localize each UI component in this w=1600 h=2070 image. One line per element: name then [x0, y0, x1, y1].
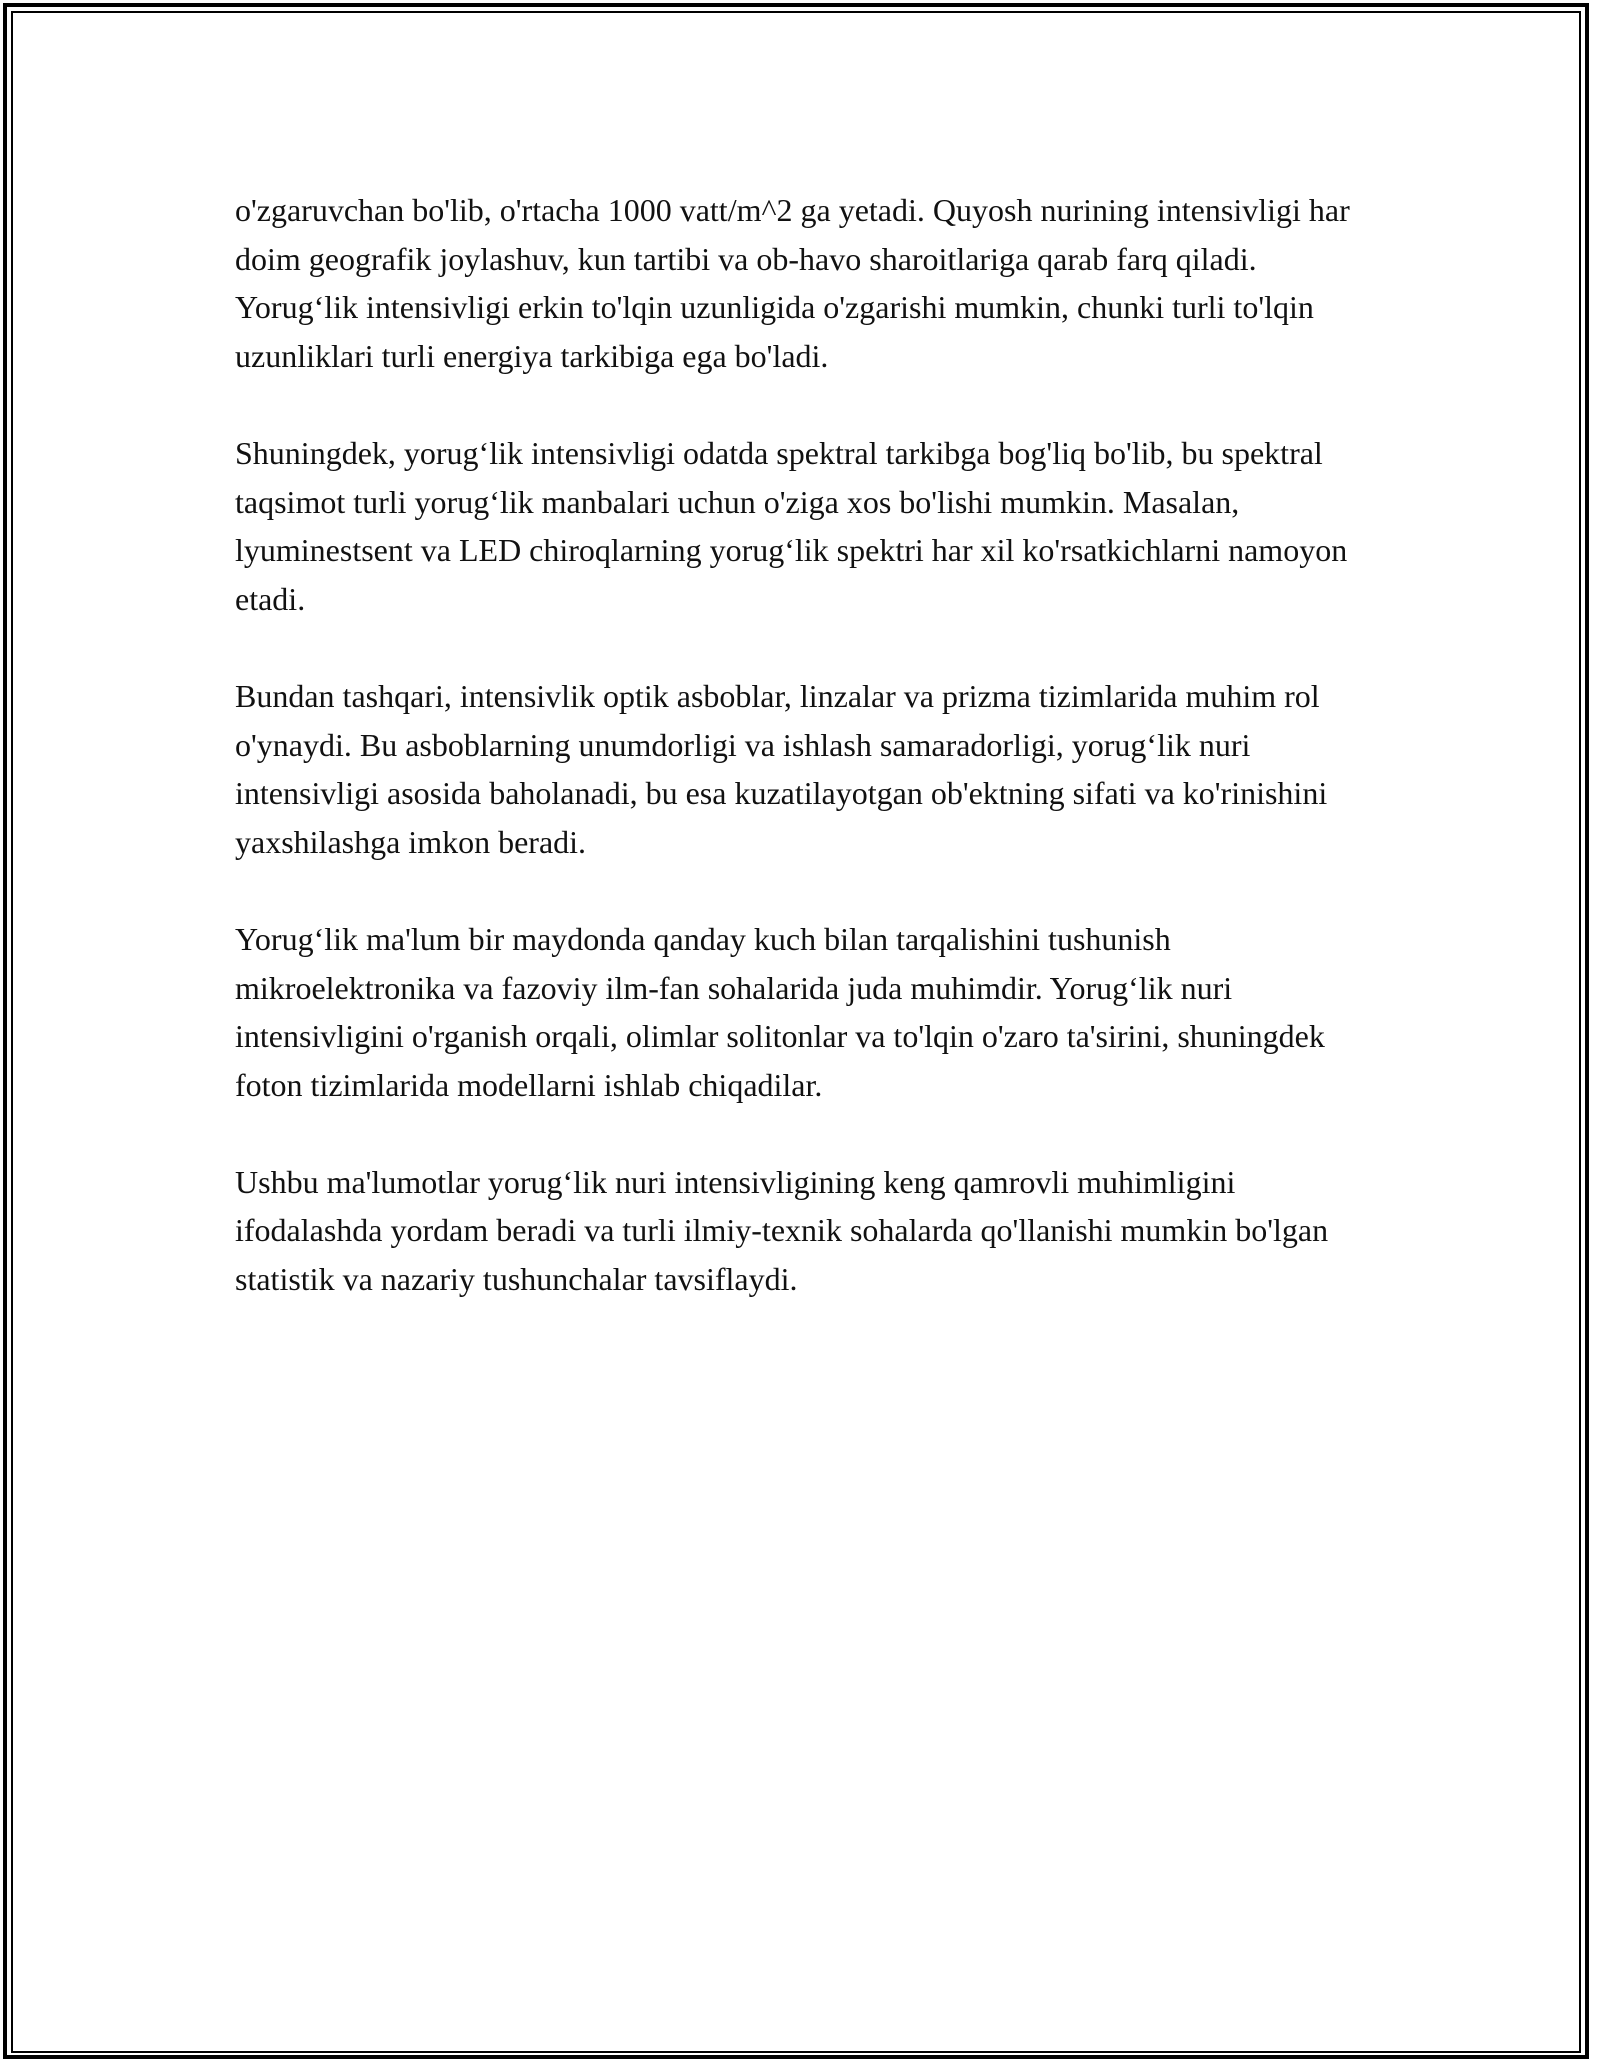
paragraph-5: Ushbu ma'lumotlar yorug‘lik nuri intensivligining keng qamrovli muhimligini ifodalashda yordam beradi va turli ilmiy-texnik sohalarda qo'llanishi mumkin bo'lgan statistik va nazariy tushunchalar tavsiflaydi. — [235, 1163, 1329, 1298]
paragraph-3: Bundan tashqari, intensivlik optik asboblar, linzalar va prizma tizimlarida muhim rol o'ynaydi. Bu asboblarning unumdorligi va ishlash samaradorligi, yorug‘lik nuri intensivligi asosida baholanadi, bu esa kuzatilayotgan ob'ektning sifati va ko'rinishini yaxshilashga imkon beradi. — [235, 677, 1328, 860]
paragraph-2: Shuningdek, yorug‘lik intensivligi odatda spektral tarkibga bog'liq bo'lib, bu spektral taqsimot turli yorug‘lik manbalari uchun o'ziga xos bo'lishi mumkin. Masalan, lyuminestsent va LED chiroqlarning yorug‘lik spektri har xil ko'rsatkichlarni namoyon etadi. — [235, 434, 1348, 617]
document-body — [235, 186, 1375, 1352]
paragraph-4: Yorug‘lik ma'lum bir maydonda qanday kuch bilan tarqalishini tushunish mikroelektronika va fazoviy ilm-fan sohalarida juda muhimdir. Yorug‘lik nuri intensivligini o'rganish orqali, olimlar solitonlar va to'lqin o'zaro ta'sirini, shuningdek foton tizimlarida modellarni ishlab chiqadilar. — [235, 920, 1325, 1103]
paragraph-1: o'zgaruvchan bo'lib, o'rtacha 1000 vatt/m^2 ga yetadi. Quyosh nurining intensivligi har doim geografik joylashuv, kun tartibi va ob-havo sharoitlariga qarab farq qiladi. Yorug‘lik intensivligi erkin to'lqin uzunligida o'zgarishi mumkin, chunki turli to'lqin uzunliklari turli energiya tarkibiga ega bo'ladi. — [235, 192, 1350, 374]
